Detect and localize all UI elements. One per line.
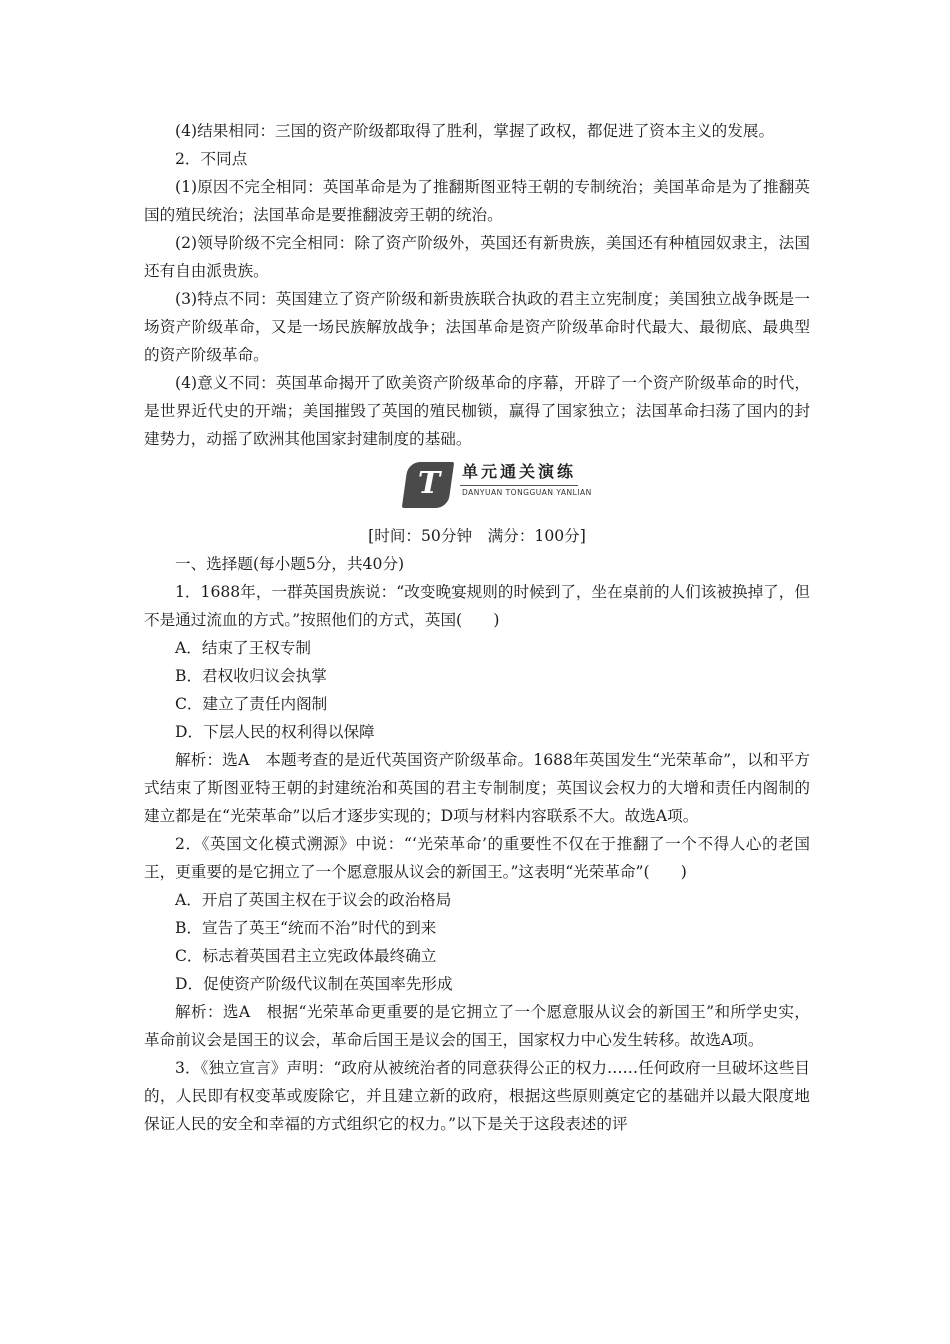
question-1-option-b: B．君权收归议会执掌: [175, 667, 327, 685]
unit-review-banner: [144, 456, 810, 520]
page-content: [144, 117, 810, 1138]
question-2-option-d: D．促使资产阶级代议制在英国率先形成: [175, 975, 453, 993]
question-2-stem: 2．《英国文化模式溯源》中说：“‘光荣革命’的重要性不仅在于推翻了一个不得人心的老国王，更重要的是它拥立了一个愿意服从议会的新国王。”这表明“光荣革命”( ): [144, 835, 810, 881]
question-1-option-a: A．结束了王权专制: [175, 639, 312, 657]
section-title: 一、选择题(每小题5分，共40分): [175, 555, 405, 573]
time-score-info: [时间：50分钟 满分：100分]: [368, 527, 586, 545]
question-1-option-d: D．下层人民的权利得以保障: [175, 723, 375, 741]
unit-title-divider: [460, 485, 578, 486]
question-1-option-c: C．建立了责任内阁制: [175, 695, 328, 713]
paragraph-features: (3)特点不同：英国建立了资产阶级和新贵族联合执政的君主立宪制度；美国独立战争既是一场资产阶级革命，又是一场民族解放战争；法国革命是资产阶级革命时代最大、最彻底、最典型的资产阶级革命。: [144, 290, 810, 364]
paragraph-causes: (1)原因不完全相同：英国革命是为了推翻斯图亚特王朝的专制统治；美国革命是为了推翻英国的殖民统治；法国革命是要推翻波旁王朝的统治。: [144, 178, 810, 224]
question-2-analysis: 解析：选A 根据“光荣革命更重要的是它拥立了一个愿意服从议会的新国王”和所学史实，革命前议会是国王的议会，革命后国王是议会的国王，国家权力中心发生转移。故选A项。: [144, 1003, 810, 1049]
question-2-option-c: C．标志着英国君主立宪政体最终确立: [175, 947, 437, 965]
question-3-stem: 3．《独立宣言》声明：“政府从被统治者的同意获得公正的权力……任何政府一旦破坏这些目的，人民即有权变革或废除它，并且建立新的政府，根据这些原则奠定它的基础并以最大限度地保证人民的安全和幸福的方式组织它的权力。”以下是关于这段表述的评: [144, 1059, 810, 1133]
heading-differences: 2．不同点: [175, 150, 248, 168]
question-1-stem: 1．1688年，一群英国贵族说：“改变晚宴规则的时候到了，坐在桌前的人们该被换掉了，但不是通过流血的方式。”按照他们的方式，英国( ): [144, 583, 810, 629]
paragraph-leading-class: (2)领导阶级不完全相同：除了资产阶级外，英国还有新贵族，美国还有种植园奴隶主，法国还有自由派贵族。: [144, 234, 810, 280]
question-1-analysis: 解析：选A 本题考查的是近代英国资产阶级革命。1688年英国发生“光荣革命”，以和平方式结束了斯图亚特王朝的封建统治和英国的君主专制制度；英国议会权力的大增和责任内阁制的建立都是在“光荣革命”以后才逐步实现的；D项与材料内容联系不大。故选A项。: [144, 751, 810, 825]
paragraph-result-same: (4)结果相同：三国的资产阶级都取得了胜利，掌握了政权，都促进了资本主义的发展。: [175, 122, 775, 140]
unit-title: 单元通关演练: [462, 462, 577, 481]
question-2-option-b: B．宣告了英王“统而不治”时代的到来: [175, 919, 437, 937]
paragraph-significance: (4)意义不同：英国革命揭开了欧美资产阶级革命的序幕，开辟了一个资产阶级革命的时代，是世界近代史的开端；美国摧毁了英国的殖民枷锁，赢得了国家独立；法国革命扫荡了国内的封建势力，动摇了欧洲其他国家封建制度的基础。: [144, 374, 810, 448]
unit-logo-icon: T: [417, 466, 441, 501]
question-2-option-a: A．开启了英国主权在于议会的政治格局: [175, 891, 452, 909]
unit-subtitle: DANYUAN TONGGUAN YANLIAN: [462, 488, 592, 497]
